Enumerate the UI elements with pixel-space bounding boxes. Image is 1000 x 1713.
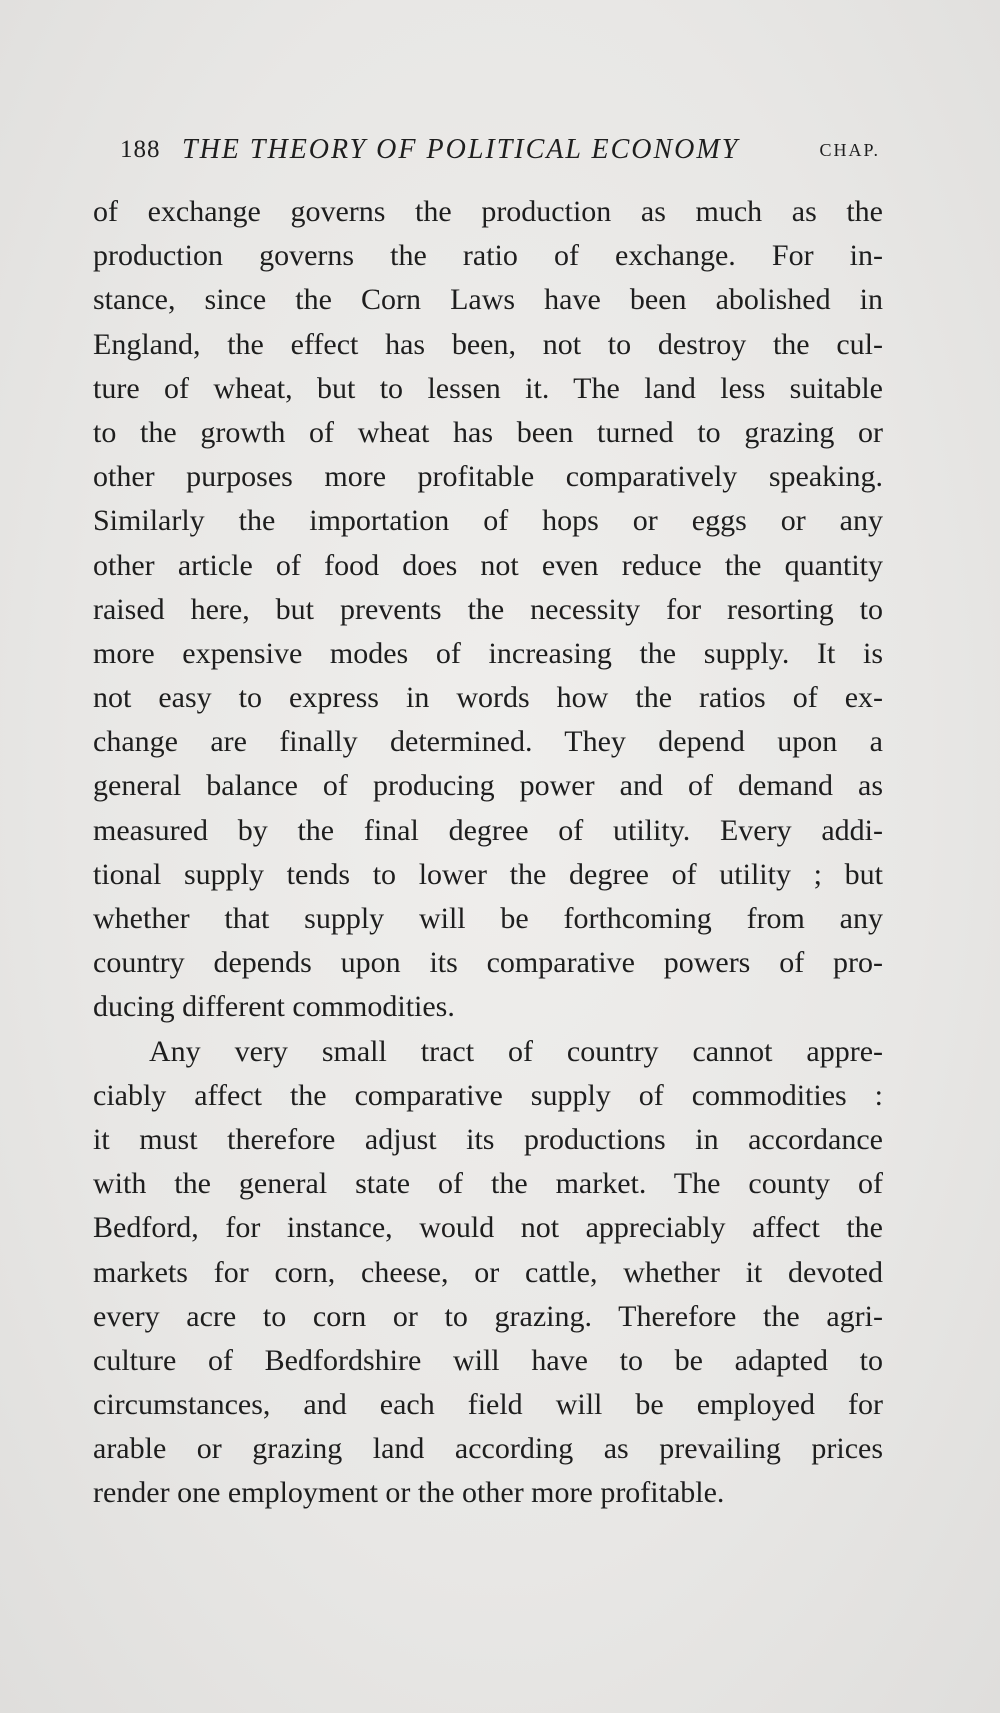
text-line: to the growth of wheat has been turned to grazing or bbox=[93, 415, 883, 449]
text-line: change are finally determined. They depend upon a bbox=[93, 725, 883, 759]
text-line: Any very small tract of country cannot appre- bbox=[149, 1034, 883, 1068]
text-line: other purposes more profitable comparatively speaking. bbox=[93, 460, 883, 494]
text-line: every acre to corn or to grazing. Therefore the agri- bbox=[93, 1299, 883, 1333]
text-line: ducing different commodities. bbox=[93, 990, 455, 1024]
text-line: England, the effect has been, not to destroy the cul- bbox=[93, 327, 883, 361]
running-title: THE THEORY OF POLITICAL ECONOMY bbox=[182, 134, 740, 165]
paragraph bbox=[93, 1030, 883, 1516]
text-line: of exchange governs the production as much as the bbox=[93, 195, 883, 228]
text-line: whether that supply will be forthcoming from any bbox=[93, 902, 883, 935]
text-line: Bedford, for instance, would not appreciably affect the bbox=[93, 1211, 883, 1245]
text-line: it must therefore adjust its productions in accordance bbox=[93, 1122, 883, 1156]
text-line: production governs the ratio of exchange. For in- bbox=[93, 239, 883, 273]
text-line: stance, since the Corn Laws have been abolished in bbox=[93, 283, 883, 317]
text-line: markets for corn, cheese, or cattle, whether it devoted bbox=[93, 1255, 883, 1289]
text-line: other article of food does not even reduce the quantity bbox=[93, 548, 883, 582]
text-line: Similarly the importation of hops or eggs or any bbox=[93, 504, 883, 538]
text-line: render one employment or the other more profitable. bbox=[93, 1476, 725, 1510]
text-line: culture of Bedfordshire will have to be adapted to bbox=[93, 1343, 883, 1377]
body-text bbox=[93, 190, 883, 1516]
text-line: not easy to express in words how the ratios of ex- bbox=[93, 681, 883, 715]
text-line: general balance of producing power and of demand as bbox=[93, 769, 883, 803]
text-line: ture of wheat, but to lessen it. The land less suitable bbox=[93, 371, 883, 405]
text-line: raised here, but prevents the necessity for resorting to bbox=[93, 592, 883, 626]
text-line: country depends upon its comparative powers of pro- bbox=[93, 946, 883, 980]
text-line: circumstances, and each field will be employed for bbox=[93, 1388, 883, 1422]
text-line: arable or grazing land according as prevailing prices bbox=[93, 1432, 883, 1466]
text-line: more expensive modes of increasing the supply. It is bbox=[93, 636, 883, 670]
text-line: ciably affect the comparative supply of commodities : bbox=[93, 1078, 883, 1112]
text-line: with the general state of the market. The county of bbox=[93, 1167, 883, 1201]
text-line: measured by the final degree of utility. Every addi- bbox=[93, 813, 883, 847]
page-number: 188 bbox=[120, 136, 161, 163]
text-line: tional supply tends to lower the degree of utility ; but bbox=[93, 857, 883, 891]
paragraph bbox=[93, 190, 883, 1030]
running-header bbox=[120, 128, 880, 178]
chapter-label: CHAP. bbox=[819, 140, 880, 160]
